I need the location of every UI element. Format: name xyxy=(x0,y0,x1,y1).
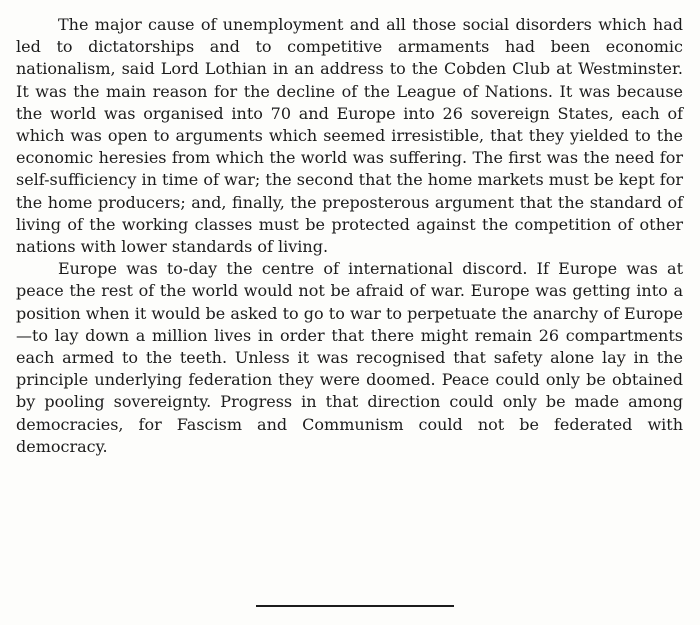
article-paragraph-2: Europe was to-day the centre of international discord. If Europe was at peace the rest of the world would not be afraid of war. Europe was getting into a position when it would be asked to go to war to perpetuate the anarchy of Europe—to lay down a million lives in order that there might remain 26 compartments each armed to the teeth. Unless it was recognised that safety alone lay in the principle underlying federation they were doomed. Peace could only be obtained by pooling sovereignty. Progress in that direction could only be made among democracies, for Fascism and Communism could not be federated with democracy. xyxy=(16,259,683,456)
article-paragraph-1: The major cause of unemployment and all those social disorders which had led to dictatorships and to competitive armaments had been economic nationalism, said Lord Lothian in an address to the Cobden Club at Westminster. It was the main reason for the decline of the League of Nations. It was because the world was organised into 70 and Europe into 26 sovereign States, each of which was open to arguments which seemed irresistible, that they yielded to the economic heresies from which the world was suffering. The first was the need for self-sufficiency in time of war; the second that the home markets must be kept for the home producers; and, finally, the preposterous argument that the standard of living of the working classes must be protected against the competition of other nations with lower standards of living. xyxy=(16,15,683,257)
article-body xyxy=(16,14,683,458)
section-divider-rule xyxy=(256,605,454,607)
